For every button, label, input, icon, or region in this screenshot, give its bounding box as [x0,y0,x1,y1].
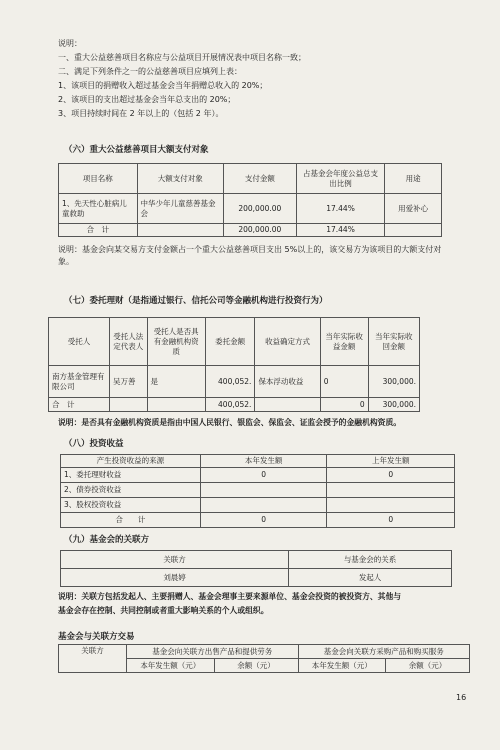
table-row [59,194,442,224]
table-cell: 合 计 [49,398,110,412]
table-cell: 用爱补心 [385,194,442,224]
table-cell [110,398,147,412]
sub-header: 余额（元） [386,659,470,673]
sub-header: 本年发生额（元） [127,659,215,673]
col-header: 收益确定方式 [255,318,320,366]
section-9-note [58,591,401,617]
table-row [49,366,420,398]
entrusted-finance-table [48,317,420,412]
table-cell: 300,000. [368,398,419,412]
table-cell: 0 [320,398,368,412]
table-cell [385,224,442,237]
table-cell: 200,000.00 [223,224,296,237]
table-cell: 2、债券投资收益 [61,483,201,498]
table-cell: 3、股权投资收益 [61,498,201,513]
col-header: 占基金会年度公益总支出比例 [296,164,385,194]
col-header: 受托人 [49,318,110,366]
section-8-title: （八）投资收益 [64,439,124,449]
related-party-table [60,550,452,587]
table-cell [200,498,327,513]
col-header: 受托人法定代表人 [110,318,147,366]
table-cell: 1、先天性心脏病儿童救助 [59,194,138,224]
col-header: 上年发生额 [327,455,455,468]
col-header: 大额支付对象 [137,164,223,194]
col-header: 支付金额 [223,164,296,194]
section-7-title: （七）委托理财（是指通过银行、信托公司等金融机构进行投资行为） [64,296,328,306]
table-cell: 0 [200,513,327,528]
table-cell: 是 [147,366,205,398]
table-header-row [61,455,455,468]
table-total-row [61,513,455,528]
intro-line: 一、重大公益慈善项目名称应与公益项目开展情况表中项目名称一致； [58,53,306,62]
table-cell: 400,052. [205,366,255,398]
table-header-row [61,551,452,569]
table-total-row [59,224,442,237]
section-9-title: （九）基金会的关联方 [64,535,150,545]
intro-line: 2、该项目的支出超过基金会当年总支出的 20%； [58,95,236,104]
table-cell: 17.44% [296,194,385,224]
related-transactions-table [58,644,470,673]
table-cell: 中华少年儿童慈善基金会 [137,194,223,224]
col-header: 基金会向关联方采购产品和购买服务 [298,645,469,659]
table-header-row [59,164,442,194]
table-row [61,498,455,513]
table-cell: 刘晨婷 [61,569,289,587]
table-cell: 0 [200,468,327,483]
col-header: 项目名称 [59,164,138,194]
col-header: 本年发生额 [200,455,327,468]
table-cell: 0 [327,513,455,528]
table-header-row [49,318,420,366]
table-cell [327,498,455,513]
col-header: 委托金额 [205,318,255,366]
section-10-title: 基金会与关联方交易 [58,632,135,642]
col-header: 产生投资收益的来源 [61,455,201,468]
table-cell: 1、委托理财收益 [61,468,201,483]
section-7-note: 说明：是否具有金融机构资质是指由中国人民银行、银监会、保监会、证监会授予的金融机构资质。 [58,418,402,427]
col-header: 用途 [385,164,442,194]
intro-title: 说明： [58,39,82,48]
table-cell: 300,000. [368,366,419,398]
table-cell: 合 计 [59,224,138,237]
table-cell: 0 [320,366,368,398]
col-header: 关联方 [61,551,289,569]
table-cell: 17.44% [296,224,385,237]
sub-header: 本年发生额（元） [298,659,386,673]
table-cell [327,483,455,498]
table-row [61,569,452,587]
table-cell: 吴万善 [110,366,147,398]
table-row [61,468,455,483]
section-9-note-line: 说明：关联方包括发起人、主要捐赠人、基金会理事主要来源单位、基金会投资的被投资方、其他与 [58,592,402,601]
table-row [61,483,455,498]
large-payment-table [58,163,442,237]
table-cell [137,224,223,237]
investment-income-table [60,454,455,528]
table-header-row [59,645,470,659]
page-number: 16 [456,693,467,702]
col-header: 当年实际收回金额 [368,318,419,366]
col-header: 基金会向关联方出售产品和提供劳务 [127,645,298,659]
col-header: 当年实际收益金额 [320,318,368,366]
section-6-title: （六）重大公益慈善项目大额支付对象 [64,145,209,155]
intro-line: 1、该项目的捐赠收入超过基金会当年捐赠总收入的 20%； [58,81,268,90]
col-header: 关联方 [59,645,127,673]
col-header: 受托人是否具有金融机构资质 [147,318,205,366]
sub-header: 余额（元） [214,659,298,673]
section-9-note-line: 基金会存在控制、共同控制或者重大影响关系的个人或组织。 [58,606,269,615]
intro-line: 3、项目持续时间在 2 年以上的（包括 2 年）。 [58,109,224,118]
section-6-note: 说明：基金会向某交易方支付金额占一个重大公益慈善项目支出 5%以上的，该交易方为该项目的大额支付对象。 [58,245,442,266]
table-total-row [49,398,420,412]
table-cell: 南方基金管理有限公司 [49,366,110,398]
table-cell: 0 [327,468,455,483]
table-cell [200,483,327,498]
table-cell: 400,052. [205,398,255,412]
intro-block [58,38,306,119]
table-cell: 合 计 [61,513,201,528]
table-cell [147,398,205,412]
col-header: 与基金会的关系 [289,551,452,569]
table-cell: 保本浮动收益 [255,366,320,398]
table-cell [255,398,320,412]
table-cell: 发起人 [289,569,452,587]
table-cell: 200,000.00 [223,194,296,224]
intro-line: 二、满足下列条件之一的公益慈善项目应填列上表： [58,67,242,76]
